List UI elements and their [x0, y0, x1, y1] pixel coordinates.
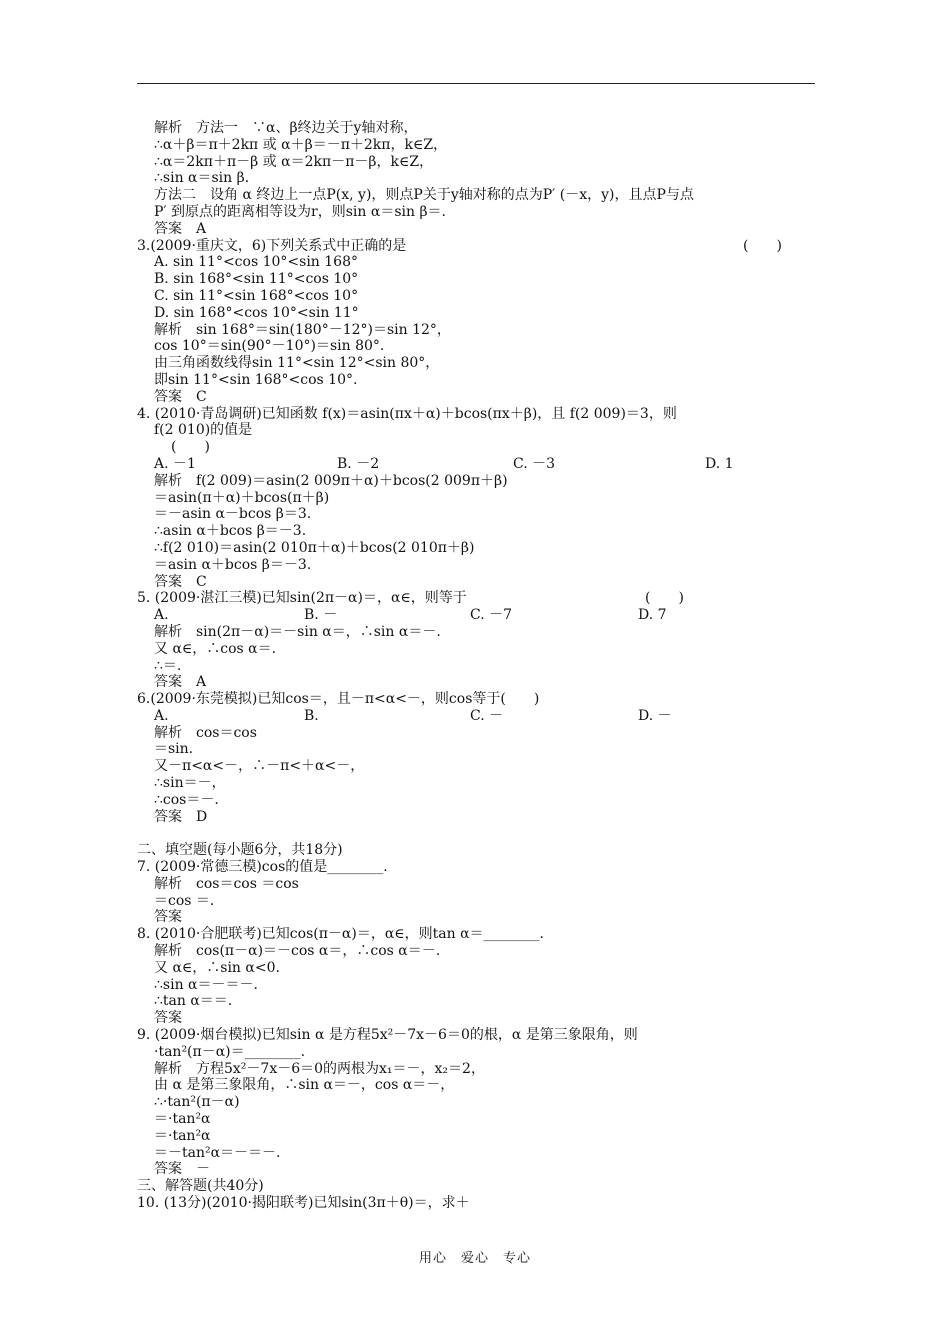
text-line: ∴sin α＝－＝－. — [154, 976, 258, 993]
option-b: B. － — [304, 607, 338, 624]
answer-line: 答案 C — [154, 388, 207, 405]
question-4: 4. (2010·青岛调研)已知函数 f(x)＝asin(πx＋α)＋bcos(πx＋β)，且 f(2 009)＝3，则 — [137, 405, 677, 422]
question-9: 9. (2009·烟台模拟)已知sin α 是方程5x²－7x－6＝0的根，α 是第三象限角，则 — [137, 1027, 638, 1044]
options-row — [137, 708, 817, 725]
text-line: 又 α∈，∴cos α＝. — [154, 640, 277, 657]
text-line: ∴α＋β＝π＋2kπ 或 α＋β＝－π＋2kπ，k∈Z， — [154, 136, 448, 153]
text-line: 又 α∈，∴sin α<0. — [154, 959, 280, 976]
text-line: P′ 到原点的距离相等设为r，则sin α＝sin β＝. — [154, 203, 446, 220]
answer-line: 答案 — [154, 1010, 182, 1027]
text-line: 解析 cos＝cos ＝cos — [154, 875, 299, 892]
answer-blank: ( ) — [171, 439, 210, 456]
text-line: ＝cos ＝. — [154, 892, 215, 909]
answer-line: 答案 — [154, 909, 182, 926]
text-line: ∴·tan²(π－α) — [154, 1094, 240, 1111]
document-body — [137, 120, 817, 1212]
option-a: A. sin 11°<cos 10°<sin 168° — [154, 254, 358, 271]
text-line: 即sin 11°<sin 168°<cos 10°. — [154, 371, 358, 388]
option-c: C. sin 11°<sin 168°<cos 10° — [154, 287, 359, 304]
text-line: ＝－asin α－bcos β＝3. — [154, 506, 312, 523]
spacer — [137, 825, 817, 842]
option-d: D. 7 — [638, 607, 667, 624]
text-line: ＝sin. — [154, 741, 194, 758]
option-b: B. －2 — [337, 455, 380, 472]
answer-line: 答案 － — [154, 1161, 210, 1178]
section-heading: 三、解答题(共40分) — [137, 1178, 264, 1195]
text-line: 解析 cos＝cos — [154, 724, 257, 741]
text-line: 解析 sin 168°＝sin(180°－12°)＝sin 12°， — [154, 321, 451, 338]
text-line: ∴tan α＝＝. — [154, 993, 233, 1010]
section-heading: 二、填空题(每小题6分，共18分) — [137, 842, 343, 859]
options-row — [137, 456, 817, 473]
option-d: D. sin 168°<cos 10°<sin 11° — [154, 304, 359, 321]
question-text: 3.(2009·重庆文，6)下列关系式中正确的是 — [137, 237, 407, 254]
text-line: 方法二 设角 α 终边上一点P(x, y)，则点P关于y轴对称的点为P′ (－x，y)，且点P与点 — [154, 187, 694, 204]
answer-line: 答案 D — [154, 808, 208, 825]
text-line: cos 10°＝sin(90°－10°)＝sin 80°. — [154, 338, 385, 355]
question-7: 7. (2009·常德三模)cos的值是________. — [137, 859, 388, 876]
text-line: ∴asin α＋bcos β＝－3. — [154, 523, 307, 540]
option-b: B. — [304, 707, 319, 724]
answer-blank: ( ) — [743, 237, 782, 254]
question-8: 8. (2010·合肥联考)已知cos(π－α)＝，α∈，则tan α＝________. — [137, 926, 545, 943]
question-text: f(2 010)的值是 — [154, 422, 253, 439]
question-10: 10. (13分)(2010·揭阳联考)已知sin(3π＋θ)＝，求＋ — [137, 1195, 470, 1211]
text-line: ∴sin＝－， — [154, 775, 226, 792]
option-d: D. － — [638, 707, 672, 724]
text-line: ＝·tan²α — [154, 1111, 211, 1128]
text-line: 解析 f(2 009)＝asin(2 009π＋α)＋bcos(2 009π＋β) — [154, 472, 508, 489]
text-line: 解析 cos(π－α)＝－cos α＝，∴cos α＝－. — [154, 943, 441, 960]
text-line: 解析 sin(2π－α)＝－sin α＝，∴sin α＝－. — [154, 623, 441, 640]
text-line: ∴α＝2kπ＋π－β 或 α＝2kπ－π－β，k∈Z， — [154, 153, 434, 170]
text-line: ∴＝. — [154, 657, 182, 674]
text-line: ＝·tan²α — [154, 1127, 211, 1144]
option-d: D. 1 — [705, 455, 734, 472]
text-line: 解析 方程5x²－7x－6＝0的两根为x₁＝－，x₂＝2， — [154, 1060, 485, 1077]
option-c: C. － — [470, 707, 504, 724]
options-row — [137, 607, 817, 624]
question-6: 6.(2009·东莞模拟)已知cos＝，且－π<α<－，则cos等于( ) — [137, 691, 540, 708]
text-line: 又－π<α<－，∴－π<＋α<－， — [154, 758, 365, 775]
text-line: ＝asin α＋bcos β＝－3. — [154, 556, 312, 573]
question-3 — [137, 238, 817, 255]
option-c: C. －7 — [470, 607, 513, 624]
text-line: 由三角函数线得sin 11°<sin 12°<sin 80°， — [154, 355, 440, 372]
answer-line: 答案 A — [154, 674, 207, 691]
answer-blank: ( ) — [645, 590, 684, 607]
option-a: A. －1 — [154, 455, 196, 472]
text-line: ∴cos＝－. — [154, 791, 219, 808]
answer-line: 答案 C — [154, 573, 207, 590]
text-line: ∴f(2 010)＝asin(2 010π＋α)＋bcos(2 010π＋β) — [154, 539, 475, 556]
answer-line: 答案 A — [154, 220, 207, 237]
option-a: A. — [154, 707, 169, 724]
text-line: ＝asin(π＋α)＋bcos(π＋β) — [154, 489, 330, 506]
question-5 — [137, 590, 817, 607]
text-line: ∴sin α＝sin β. — [154, 170, 250, 187]
question-text: 5. (2009·湛江三模)已知sin(2π－α)＝，α∈，则等于 — [137, 590, 467, 607]
option-a: A. — [154, 607, 169, 624]
page-footer: 用心 爱心 专心 — [418, 1251, 531, 1266]
option-b: B. sin 168°<sin 11°<cos 10° — [154, 271, 359, 288]
text-line: 解析 方法一 ∵α、β终边关于y轴对称， — [154, 120, 418, 136]
option-c: C. －3 — [513, 455, 556, 472]
text-line: ＝－tan²α＝－＝－. — [154, 1144, 281, 1161]
text-line: 由 α 是第三象限角，∴sin α＝－，cos α＝－， — [154, 1077, 455, 1094]
header-rule — [137, 83, 815, 84]
question-text: ·tan²(π－α)＝________. — [154, 1043, 306, 1060]
